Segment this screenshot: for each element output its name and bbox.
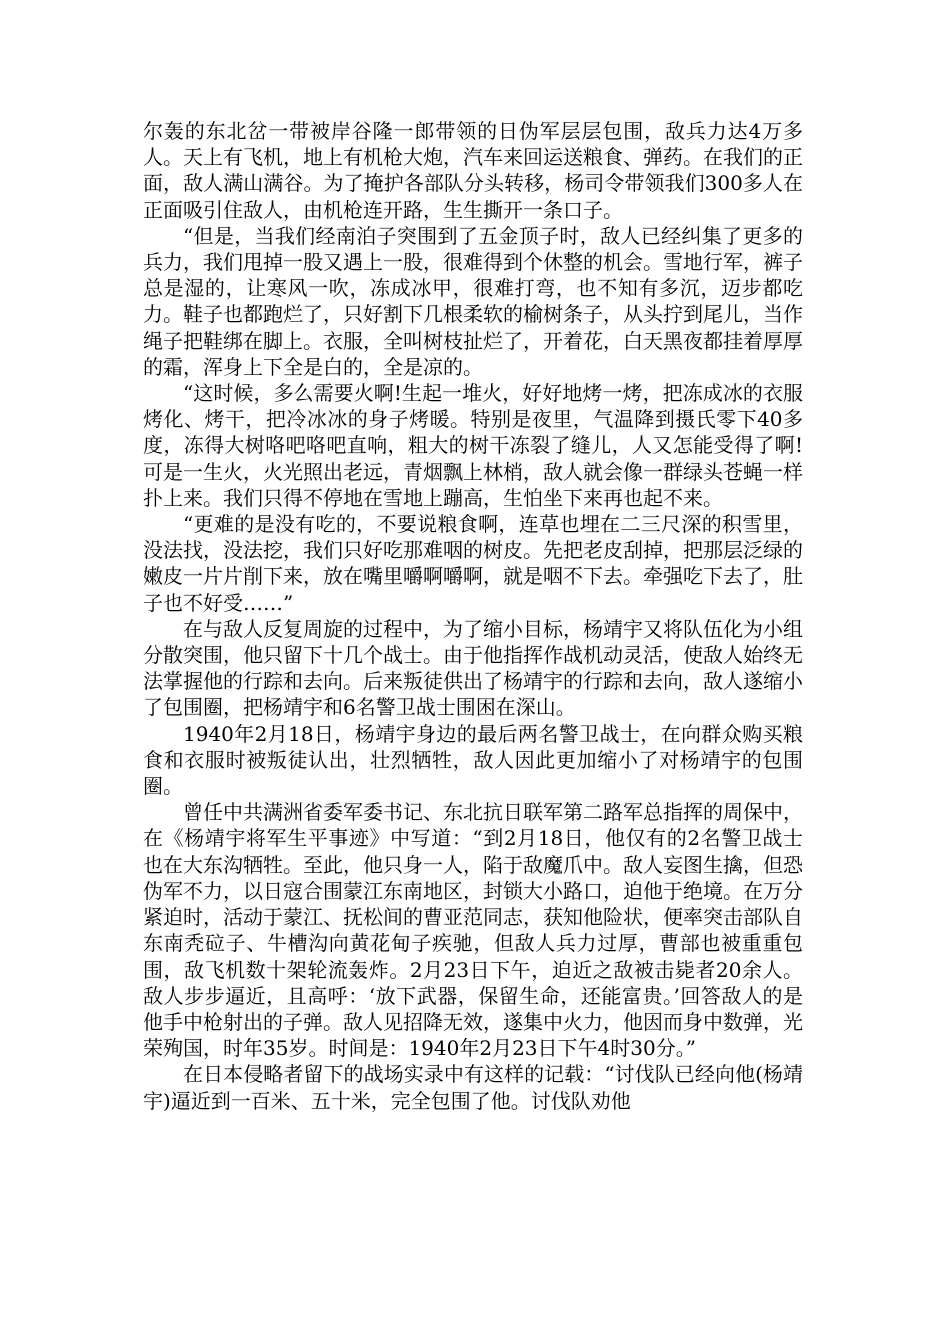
paragraph-zhou-baozhong-account: 曾任中共满洲省委军委书记、东北抗日联军第二路军总指挥的周保中，在《杨靖宇将军生平事迹》中写道：“到2月18日，他仅有的2名警卫战士也在大东沟牺牲。至此，他只身一人，陷于敌魔爪中。敌人妄图生擒，但恐伪军不力，以日寇合围蒙江东南地区，封锁大小路口，迫他于绝境。在万分紧迫时，活动于蒙江、抚松间的曹亚范同志，获知他险状，便率突击部队自东南秃砬子、牛槽沟向黄花甸子疾驰，但敌人兵力过厚，曹部也被重重包围，敌飞机数十架轮流轰炸。2月23日下午，迫近之敌被击毙者20余人。敌人步步逼近，且高呼：‘放下武器，保留生命，还能富贵。’回答敌人的是他手中枪射出的子弹。敌人见招降无效，遂集中火力，他因而身中数弹，光荣殉国，时年35岁。时间是：1940年2月23日下午4时30分。”: [143, 800, 803, 1061]
paragraph-breakout: “但是，当我们经南泊子突围到了五金顶子时，敌人已经纠集了更多的兵力，我们甩掉一股又遇上一股，很难得到个休整的机会。雪地行军，裤子总是湿的，让寒风一吹，冻成冰甲，很难打弯，也不知有多沉，迈步都吃力。鞋子也都跑烂了，只好割下几根柔软的榆树条子，从头拧到尾儿，当作绳子把鞋绑在脚上。衣服，全叫树枝扯烂了，开着花，白天黑夜都挂着厚厚的霜，浑身上下全是白的，全是凉的。: [143, 223, 803, 379]
paragraph-dispersal: 在与敌人反复周旋的过程中，为了缩小目标，杨靖宇又将队伍化为小组分散突围，他只留下十几个战士。由于他指挥作战机动灵活，使敌人始终无法掌握他的行踪和去向。后来叛徒供出了杨靖宇的行踪和去向，敌人遂缩小了包围圈，把杨靖宇和6名警卫战士围困在深山。: [143, 616, 803, 720]
paragraph-need-fire: “这时候，多么需要火啊!生起一堆火，好好地烤一烤，把冻成冰的衣服烤化、烤干，把冷冰冰的身子烤暖。特别是夜里，气温降到摄氏零下40多度，冻得大树咯吧咯吧直响，粗大的树干冻裂了缝儿，人又怎能受得了啊!可是一生火，火光照出老远，青烟飘上林梢，敌人就会像一群绿头苍蝇一样扑上来。我们只得不停地在雪地上蹦高，生怕坐下来再也起不来。: [143, 381, 803, 510]
document-body: [143, 118, 803, 1114]
paragraph-continuation: 尔轰的东北岔一带被岸谷隆一郎带领的日伪军层层包围，敌兵力达4万多人。天上有飞机，地上有机枪大炮，汽车来回运送粮食、弹药。在我们的正面，敌人满山满谷。为了掩护各部队分头转移，杨司令带领我们300多人在正面吸引住敌人，由机枪连开路，生生撕开一条口子。: [143, 119, 803, 222]
paragraph-feb-18: 1940年2月18日，杨靖宇身边的最后两名警卫战士，在向群众购买粮食和衣服时被叛徒认出，壮烈牺牲，敌人因此更加缩小了对杨靖宇的包围圈。: [143, 721, 803, 799]
paragraph-no-food: “更难的是没有吃的，不要说粮食啊，连草也埋在二三尺深的积雪里，没法找，没法挖，我们只好吃那难咽的树皮。先把老皮刮掉，把那层泛绿的嫩皮一片片削下来，放在嘴里嚼啊嚼啊，就是咽不下去。牵强吃下去了，肚子也不好受……”: [143, 512, 803, 615]
paragraph-japanese-record: 在日本侵略者留下的战场实录中有这样的记载：“讨伐队已经向他(杨靖宇)逼近到一百米、五十米，完全包围了他。讨伐队劝他: [143, 1062, 803, 1113]
